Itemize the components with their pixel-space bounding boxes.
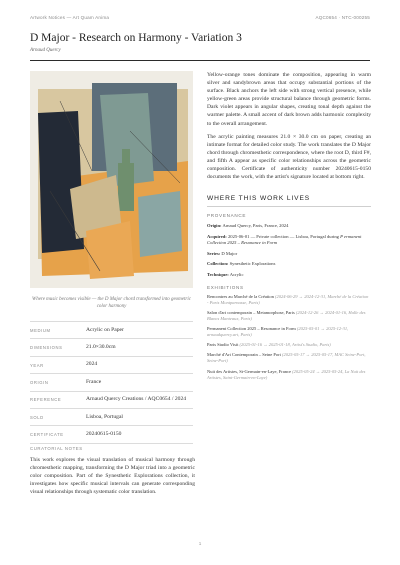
provenance-series (207, 251, 371, 257)
spec-label: ORIGIN (30, 379, 49, 385)
title-divider (30, 60, 370, 61)
exhibition-item (207, 310, 371, 322)
exhibitions-heading: EXHIBITIONS (207, 284, 244, 290)
spec-value: Acrylic on Paper (86, 326, 124, 333)
exhibition-name: Marché d'Art Contemporain – Seine Port (207, 352, 281, 358)
spec-label: SOLD (30, 414, 44, 420)
exhibition-name: Nuit des Artistes, St-Germain-en-Laye, France (207, 368, 291, 374)
artwork-painting (30, 71, 193, 288)
origin-label: Origin: (207, 222, 222, 228)
provenance-heading: PROVENANCE (207, 213, 247, 219)
spec-row-year (30, 356, 193, 373)
exhibition-item (207, 326, 371, 338)
curatorial-notes-label: CURATORIAL NOTES (30, 446, 83, 451)
description-paragraph: The acrylic painting measures 21.0 × 30.0 cm on paper, creating an intimate format for detailed color study. The work translates the D Major chord through chromesthetic correspondence, where the root D, third F#, and fifth A appear as specific color relationships across the geometric composition. Certificate of authenticity number 20240615-0150 documents the work, with the artist's signature located at bottom right. (207, 133, 371, 181)
curatorial-notes-text: This work explores the visual translation of musical harmony through chromesthetic mapping, transforming the D Major triad into a geometric color composition. Part of the Synesthetic Explorations collection, it investigates how specific musical intervals can generate corresponding visual relationships through systematic color translation. (30, 457, 195, 495)
spec-label: DIMENSIONS (30, 345, 63, 351)
acquired-value: 2025-06-01 — Private collection — Lisboa, Portugal during (227, 233, 339, 239)
exhibition-name: Rencontres au Marché de la Création (207, 293, 274, 299)
provenance-origin (207, 223, 371, 229)
slate-square (138, 191, 182, 257)
origin-value: Arnaud Quercy, Paris, France, 2024 (222, 222, 289, 228)
green-bottle-neck (122, 149, 130, 165)
page-header (30, 12, 370, 22)
exhibition-meta: (2025-01-16 → 2025-01-18, Artist's Studio, Paris) (239, 342, 331, 348)
exhibition-item (207, 369, 371, 381)
spec-row-certificate (30, 425, 193, 443)
exhibition-item (207, 342, 371, 348)
exhibition-name: Permanent Collection 2025 – Resonance in Form (207, 326, 296, 332)
green-bottle (118, 163, 134, 211)
collection-value: Synesthetic Explorations (229, 261, 276, 267)
exhibition-item (207, 352, 371, 364)
spec-label: REFERENCE (30, 397, 62, 403)
spec-row-dimensions (30, 338, 193, 355)
acquired-label: Acquired: (207, 233, 227, 239)
orange-wedge (86, 221, 134, 279)
provenance-acquired (207, 234, 371, 247)
spec-value: 20240615-0150 (86, 430, 122, 437)
spec-label: YEAR (30, 362, 44, 368)
exhibition-meta: (2025-05-24 → 2025-05-24, La Nuit des Artistes, Saint-Germain-en-Laye) (207, 368, 366, 380)
page-number: 1 (198, 541, 202, 546)
technique-value: Acrylic (229, 272, 244, 278)
right-column (207, 71, 371, 381)
spec-label: CERTIFICATE (30, 432, 64, 438)
where-this-work-lives-heading: WHERE THIS WORK LIVES (207, 195, 371, 207)
spec-value: Arnaud Quercy Creations / AQC0654 / 2024 (86, 396, 187, 403)
artwork-caption: Where music becomes visible — the D Major chord transformed into geometric color harmony (32, 297, 191, 310)
spec-row-medium (30, 321, 193, 338)
exhibition-item (207, 294, 371, 306)
spec-value: France (86, 378, 102, 385)
spec-row-sold (30, 408, 193, 425)
exhibition-meta: (2025-05-01 → 2025-12-31, arnaudquercy.art, Paris) (207, 326, 349, 338)
spec-value: 21.0×30.0cm (86, 343, 116, 350)
description-paragraph: Yellow-orange tones dominate the composition, appearing in warm silver and sandybrown areas that occupy substantial portions of the surface. Black anchors the left side with strong vertical presence, while yellow-green areas provide structural balance through geometric forms. Dark violet appears in angular shapes, creating tonal depth against the warmer palette. A small accent of dark brown adds harmonic complexity to the overall arrangement. (207, 72, 371, 127)
technique-label: Technique: (207, 272, 229, 278)
exhibition-meta: (2025-05-17 → 2025-05-17, MAC Seine-Port, Seine-Port) (207, 352, 366, 364)
exhibition-name: Paris Studio Visit (207, 342, 239, 348)
spec-row-reference (30, 391, 193, 408)
artwork-title: D Major - Research on Harmony - Variation 3 (30, 32, 242, 44)
provenance-technique (207, 272, 371, 278)
artwork-image (30, 71, 193, 288)
series-label: Series: (207, 250, 221, 256)
header-publication: Artwork Notices — Art Quam Anima (30, 14, 110, 20)
artist-name: Arnaud Quercy (30, 48, 61, 53)
header-reference: AQC0654 · NTC-000255 (315, 14, 370, 20)
collection-label: Collection: (207, 261, 229, 267)
series-value: D Major (221, 250, 238, 256)
spec-value: Lisboa, Portugal (86, 413, 123, 420)
exhibition-meta: (2024-12-26 → 2024-01-16, Halle des Blancs Manteaux, Paris) (207, 309, 366, 321)
provenance-collection (207, 261, 371, 267)
exhibition-name: Salon d'art contemporain – Metamorphose, Paris (207, 309, 295, 315)
spec-label: MEDIUM (30, 327, 51, 333)
spec-row-origin (30, 373, 193, 390)
acquired-exhibition: P ermanent Collection 2025 – Resonance in Form (207, 233, 362, 245)
spec-table (30, 321, 193, 444)
exhibition-meta: (2024-06-29 → 2024-12-31, Marché de la Création - Paris Montparnasse, Paris) (207, 293, 369, 305)
spec-value: 2024 (86, 361, 98, 368)
